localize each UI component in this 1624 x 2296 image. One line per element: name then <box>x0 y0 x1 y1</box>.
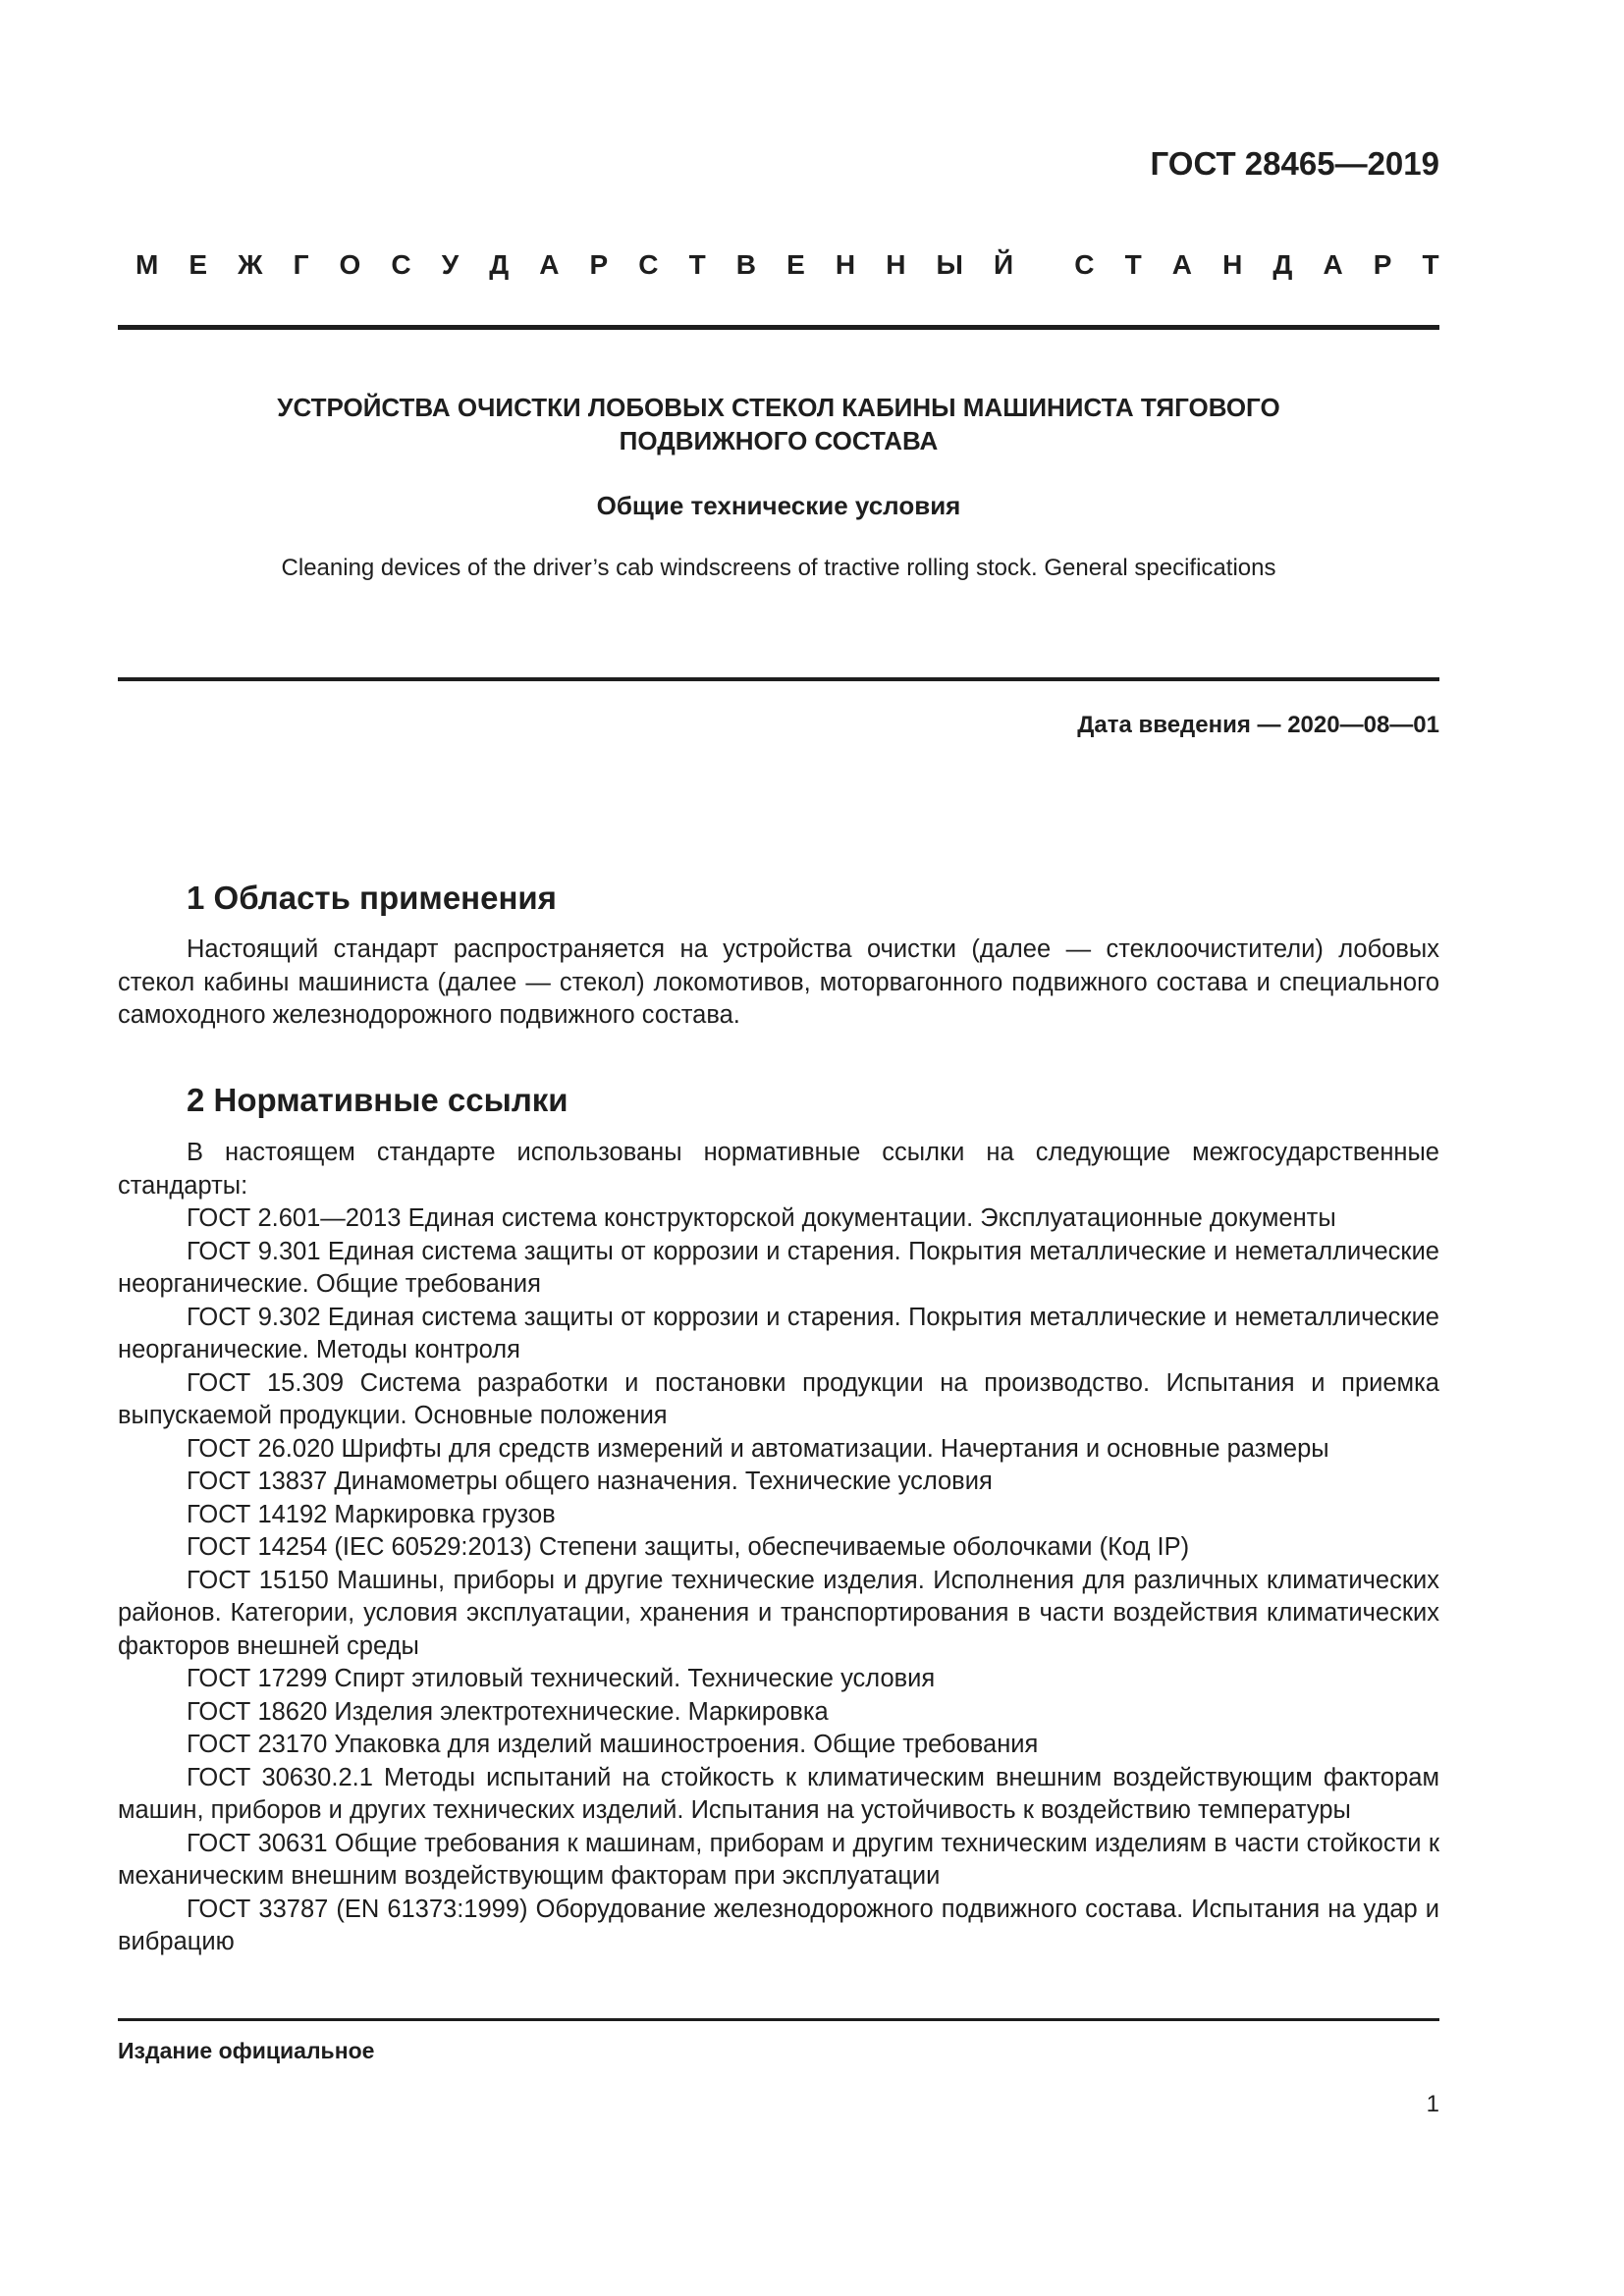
reference-item: ГОСТ 9.301 Единая система защиты от коррозии и старения. Покрытия металлические и неметаллические неорганические. Общие требования <box>118 1237 1439 1298</box>
section-heading-references: 2 Нормативные ссылки <box>187 1082 568 1118</box>
reference-item: ГОСТ 2.601—2013 Единая система конструкторской документации. Эксплуатационные документы <box>187 1204 1336 1232</box>
standard-kind-letter: У <box>441 249 460 280</box>
reference-item: ГОСТ 14254 (IEC 60529:2013) Степени защиты, обеспечиваемые оболочками (Код IP) <box>187 1533 1190 1561</box>
standard-kind-letter: С <box>638 249 659 280</box>
standard-kind-letter: Е <box>786 249 805 280</box>
reference-item: ГОСТ 30631 Общие требования к машинам, приборам и другим техническим изделиям в части стойкости к механическим внешним воздействующим факторам при эксплуатации <box>118 1829 1439 1890</box>
standard-kind-letter: А <box>539 249 560 280</box>
standard-kind-letter: В <box>735 249 757 280</box>
paragraph: В настоящем стандарте использованы нормативные ссылки на следующие межгосударственные стандарты: <box>118 1139 1439 1200</box>
standard-kind-letter: А <box>1171 249 1193 280</box>
reference-item: ГОСТ 33787 (EN 61373:1999) Оборудование железнодорожного подвижного состава. Испытания на удар и вибрацию <box>118 1895 1439 1955</box>
footer-divider <box>118 2018 1439 2021</box>
title-line: УСТРОЙСТВА ОЧИСТКИ ЛОБОВЫХ СТЕКОЛ КАБИНЫ МАШИНИСТА ТЯГОВОГО <box>277 393 1280 422</box>
standard-kind-letter: Д <box>1272 249 1293 280</box>
standard-kind-letter: А <box>1323 249 1343 280</box>
reference-item: ГОСТ 26.020 Шрифты для средств измерений и автоматизации. Начертания и основные размеры <box>187 1434 1329 1463</box>
section-heading-scope: 1 Область применения <box>187 880 557 916</box>
standard-kind-letter: С <box>1074 249 1095 280</box>
standard-kind-letter: Т <box>1124 249 1142 280</box>
reference-item: ГОСТ 18620 Изделия электротехнические. Маркировка <box>187 1697 829 1726</box>
english-title: Cleaning devices of the driver’s cab windscreens of tractive rolling stock. General specifications <box>281 555 1276 581</box>
standard-kind-letter: Р <box>589 249 609 280</box>
title-line: ПОДВИЖНОГО СОСТАВА <box>619 426 939 455</box>
section-body-scope <box>118 934 1439 1033</box>
reference-item: ГОСТ 30630.2.1 Методы испытаний на стойкость к климатическим внешним воздействующим факторам машин, приборов и других технических изделий. Испытания на устойчивость к воздействию температуры <box>118 1763 1439 1824</box>
introduction-date: Дата введения — 2020—08—01 <box>1077 712 1439 738</box>
standard-kind-letter: С <box>391 249 411 280</box>
standard-kind-letter: Г <box>293 249 309 280</box>
reference-item: ГОСТ 15150 Машины, приборы и другие технические изделия. Исполнения для различных климатических районов. Категории, условия эксплуатации, хранения и транспортирования в части воздействия климатических факторов внешней среды <box>118 1566 1439 1660</box>
standard-kind-letter: Д <box>489 249 510 280</box>
document-title <box>118 391 1439 457</box>
standard-kind-letter: Ы <box>936 249 963 280</box>
standard-kind-letter: О <box>339 249 361 280</box>
document-subtitle: Общие технические условия <box>596 491 961 520</box>
section-body-references <box>118 1137 1439 1959</box>
standard-kind-letter: Ж <box>238 249 263 280</box>
standard-kind-letter: Н <box>1222 249 1243 280</box>
reference-item: ГОСТ 14192 Маркировка грузов <box>187 1500 556 1528</box>
standard-kind-letter: Р <box>1373 249 1392 280</box>
standard-kind-letter: Н <box>886 249 906 280</box>
reference-item: ГОСТ 17299 Спирт этиловый технический. Технические условия <box>187 1665 936 1692</box>
paragraph: Настоящий стандарт распространяется на устройства очистки (далее — стеклоочистители) лобовых стекол кабины машиниста (далее — стекол) локомотивов, моторвагонного подвижного состава и специального самоходного железнодорожного подвижного состава. <box>118 935 1439 1029</box>
document-number: ГОСТ 28465—2019 <box>1150 145 1439 182</box>
reference-item: ГОСТ 9.302 Единая система защиты от коррозии и старения. Покрытия металлические и неметаллические неорганические. Методы контроля <box>118 1303 1439 1363</box>
top-divider <box>118 325 1439 330</box>
standard-kind-letter: Е <box>189 249 208 280</box>
reference-item: ГОСТ 23170 Упаковка для изделий машиностроения. Общие требования <box>187 1731 1039 1758</box>
standard-kind-letter: Й <box>994 249 1014 280</box>
title-divider <box>118 677 1439 681</box>
page-number: 1 <box>1426 2091 1439 2117</box>
reference-item: ГОСТ 15.309 Система разработки и постановки продукции на производство. Испытания и приемка выпускаемой продукции. Основные положения <box>118 1368 1439 1429</box>
standard-kind-letter: Т <box>1422 249 1439 280</box>
standard-kind-letter: Т <box>688 249 706 280</box>
standard-kind-letter: Н <box>835 249 856 280</box>
standard-kind <box>135 249 1439 281</box>
standard-kind-letter: М <box>135 249 159 280</box>
reference-item: ГОСТ 13837 Динамометры общего назначения. Технические условия <box>187 1468 993 1495</box>
official-edition-label: Издание официальное <box>118 2038 375 2063</box>
